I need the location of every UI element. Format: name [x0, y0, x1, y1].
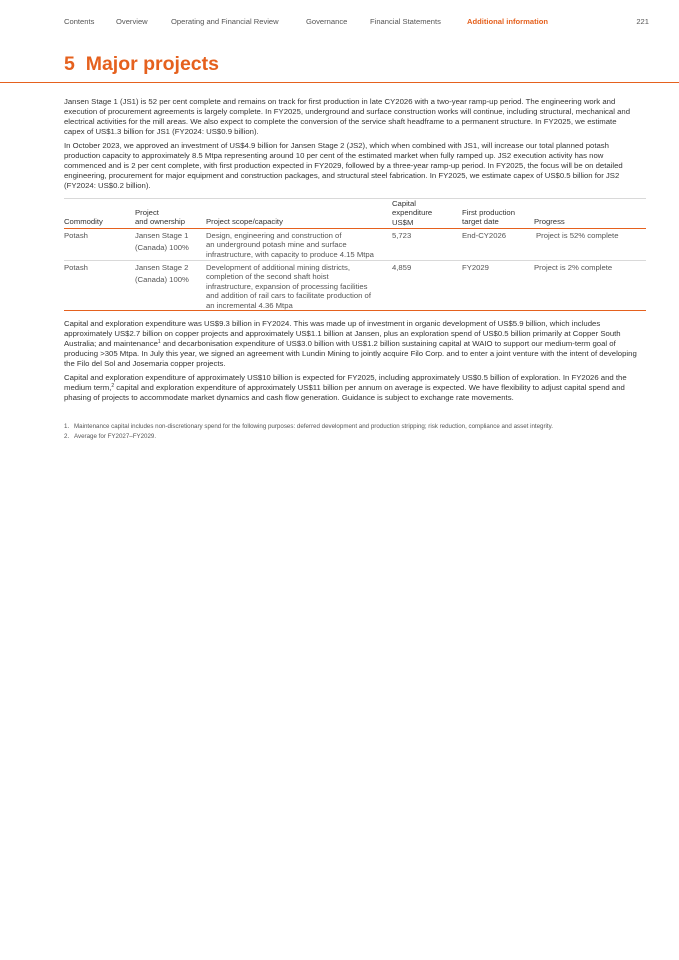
nav-governance[interactable]: Governance	[306, 17, 348, 26]
paragraph-capex-fy2024	[64, 319, 637, 369]
page-number: 221	[636, 17, 649, 26]
header-capex-line2: expenditure	[392, 208, 433, 218]
row1-scope-line3: infrastructure, with capacity to produce 4.15 Mtpa	[206, 249, 374, 259]
table-bottom-rule	[64, 310, 646, 311]
section-title: Major projects	[85, 53, 219, 75]
p3-text-a: Capital and exploration expenditure was US$9.3 billion in FY2024. This was made up of investment in organic development of US$5.9 billion, which includes approximately US$2.7 billion on copper projects and approximately US$1.1 billion at Jansen, plus an exploration spend of US$0.5 billion primarily at Copper South Australia; and maintenance	[64, 319, 621, 349]
header-commodity: Commodity	[64, 217, 103, 226]
p4-text-a: Capital and exploration expenditure of approximately US$10 billion is expected for FY2025, including approximately US$0.5 billion of exploration. In FY2026 and the medium term,	[64, 373, 627, 393]
footnote-1-number: 1.	[64, 423, 70, 430]
header-target	[462, 208, 532, 227]
row2-scope-line1: Development of additional mining districts,	[206, 263, 350, 272]
row1-progress: Project is 52% complete	[536, 231, 619, 240]
footnote-ref-1: 1	[157, 339, 161, 346]
footnotes	[64, 422, 644, 442]
p3-text-b: and decarbonisation expenditure of US$3.0 billion with US$1.2 billion sustaining capital at WAIO to support our medium-term goal of producing >305 Mtpa. In July this year, we signed an agreement with Lundin Mining to jointly acquire Filo Corp. and to enter a joint venture with the intent of developing the Filo del Sol and Josemaria copper projects.	[64, 339, 637, 369]
row2-scope-line4: and addition of rail cars to facilitate production of	[206, 291, 371, 301]
nav-financial-statements[interactable]: Financial Statements	[370, 17, 441, 26]
row1-project	[135, 231, 203, 253]
row1-scope-line2: an underground potash mine and surface	[206, 240, 347, 250]
row2-project-name: Jansen Stage 2	[135, 263, 189, 272]
nav-operating-financial-review[interactable]: Operating and Financial Review	[171, 17, 279, 26]
paragraph-capex-guidance	[64, 373, 637, 403]
row1-target: End-CY2026	[462, 231, 507, 240]
table-row-rule	[64, 260, 646, 261]
header-capex-line3: US$M	[392, 217, 414, 227]
header-capex	[392, 199, 458, 227]
p4-text-b: capital and exploration expenditure of approximately US$11 billion per annum on average is expected. We have flexibility to adjust capital spend and phasing of projects to accommodate market dynamics and cash flow generation. Guidance is subject to exchange rate movements.	[64, 383, 625, 403]
row1-commodity: Potash	[64, 231, 88, 240]
row2-scope	[206, 263, 388, 310]
row2-project	[135, 263, 203, 285]
footnote-1-text: Maintenance capital includes non-discretionary spend for the following purposes: deferred development and production stripping; risk reduction, compliance and asset integrity.	[74, 423, 554, 430]
page-title	[64, 53, 219, 76]
row1-ownership: (Canada) 100%	[135, 243, 189, 253]
header-project	[135, 208, 203, 227]
title-divider	[0, 82, 679, 83]
row2-scope-line3: infrastructure, expansion of processing facilities	[206, 281, 368, 291]
nav-overview[interactable]: Overview	[116, 17, 148, 26]
table-top-rule	[64, 198, 646, 199]
nav-additional-information[interactable]: Additional information	[467, 17, 548, 26]
row1-scope	[206, 231, 388, 259]
row1-scope-line1: Design, engineering and construction of	[206, 231, 342, 240]
footnote-2	[64, 432, 644, 442]
row2-progress: Project is 2% complete	[534, 263, 613, 272]
row2-scope-line2: completion of the second shaft hoist	[206, 272, 329, 282]
paragraph-jansen-stage-1: Jansen Stage 1 (JS1) is 52 per cent complete and remains on track for first production in late CY2026 with a two-year ramp-up period. The engineering work and execution of procurement agreements is largely complete. In FY2025, underground and surface construction works will continue, including structural, mechanical and electrical activities for the mill areas. We also expect to complete the conversion of the service shaft headframe to a permanent structure. In FY2025, we estimate capex of US$1.3 billion for JS1 (FY2024: US$0.9 billion).	[64, 97, 631, 137]
row2-target: FY2029	[462, 263, 489, 272]
header-target-line1: First production	[462, 208, 515, 217]
header-target-line2: target date	[462, 217, 499, 227]
footnote-1	[64, 422, 644, 432]
footnote-2-text: Average for FY2027–FY2029.	[74, 433, 157, 441]
header-project-line2: and ownership	[135, 217, 186, 227]
footnote-ref-2: 2	[111, 383, 115, 390]
row1-capex: 5,723	[392, 231, 412, 240]
row1-project-name: Jansen Stage 1	[135, 231, 189, 240]
row2-scope-line5: an incremental 4.36 Mtpa	[206, 300, 293, 310]
table-header-rule	[64, 228, 646, 229]
header-scope: Project scope/capacity	[206, 217, 283, 226]
nav-contents[interactable]: Contents	[64, 17, 95, 26]
section-number: 5	[64, 53, 75, 75]
paragraph-jansen-stage-2: In October 2023, we approved an investment of US$4.9 billion for Jansen Stage 2 (JS2), which when combined with JS1, will increase our total planned potash production capacity to approximately 8.5 Mtpa representing around 10 per cent of the estimated market when fully ramped up. JS2 execution activity has now commenced and is 2 per cent complete, with first production expected in FY2029, followed by a three-year ramp-up period. In FY2025, the focus will be on detailed engineering, procurement for major equipment and construction packages, and structural steel fabrication. In FY2025, we estimate capex of US$0.5 billion for JS2 (FY2024: US$0.2 billion).	[64, 141, 623, 191]
row2-ownership: (Canada) 100%	[135, 275, 189, 285]
row2-commodity: Potash	[64, 263, 88, 272]
top-navigation	[64, 17, 649, 29]
row2-capex: 4,859	[392, 263, 412, 272]
footnote-2-number: 2.	[64, 433, 70, 441]
header-project-line1: Project	[135, 208, 159, 217]
header-capex-line1: Capital	[392, 199, 416, 208]
header-progress: Progress	[534, 217, 565, 226]
